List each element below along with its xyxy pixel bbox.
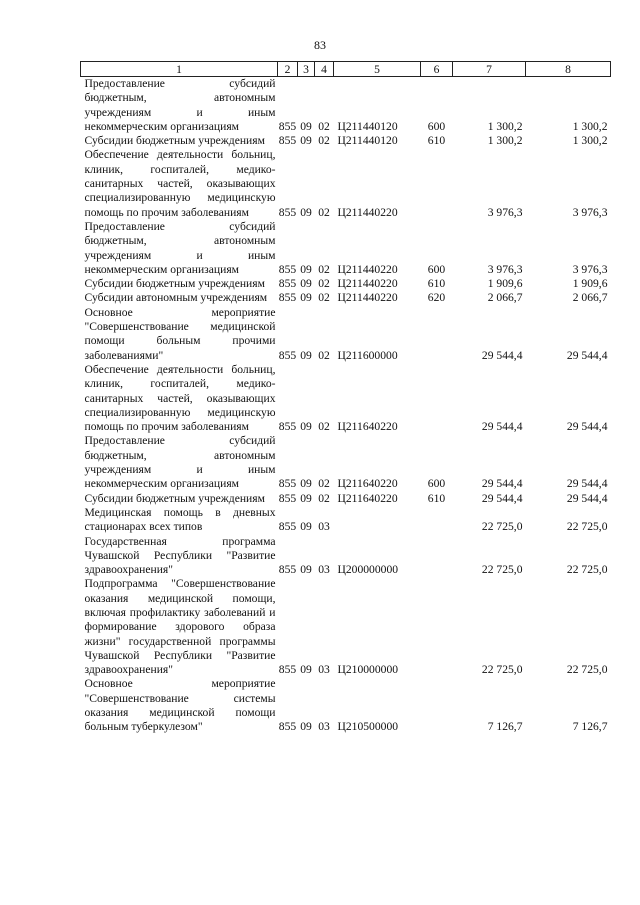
row-amount-2: 29 544,4 xyxy=(566,477,608,491)
row-target-article: Ц211600000 xyxy=(337,348,398,362)
column-header-name: 1 xyxy=(81,62,278,77)
row-amount-1: 1 300,2 xyxy=(487,134,523,148)
row-department-code: 855 xyxy=(278,720,297,734)
row-subsection-code: 02 xyxy=(318,134,330,148)
row-amount-2: 29 544,4 xyxy=(566,420,608,434)
table-row xyxy=(81,492,611,506)
row-department-code: 855 xyxy=(278,277,297,291)
row-section-code: 09 xyxy=(300,205,312,219)
row-expense-type: 600 xyxy=(427,119,446,133)
row-amount-1: 7 126,7 xyxy=(487,720,523,734)
row-amount-2: 1 909,6 xyxy=(572,277,608,291)
row-amount-2: 29 544,4 xyxy=(566,491,608,505)
column-header-pr: 4 xyxy=(315,62,334,77)
row-amount-2: 29 544,4 xyxy=(566,348,608,362)
row-expense-type xyxy=(421,148,453,219)
table-row xyxy=(81,434,611,491)
row-section-code: 09 xyxy=(300,277,312,291)
row-amount-1: 22 725,0 xyxy=(481,520,523,534)
row-department-code: 855 xyxy=(278,563,297,577)
row-section-code: 09 xyxy=(300,119,312,133)
row-subsection-code: 02 xyxy=(318,262,330,276)
row-name: Обеспечение деятельности больниц, клиник, госпиталей, медико-санитарных частей, оказывающих специализированную медицинскую помощь по прочим заболеваниям xyxy=(84,148,276,219)
row-department-code: 855 xyxy=(278,262,297,276)
table-row xyxy=(81,306,611,363)
row-section-code: 09 xyxy=(300,262,312,276)
row-name: Субсидии бюджетным учреждениям xyxy=(84,277,265,291)
row-target-article: Ц211640220 xyxy=(337,491,398,505)
table-row xyxy=(81,677,611,734)
row-name: Медицинская помощь в дневных стационарах всех типов xyxy=(84,505,276,534)
row-expense-type: 620 xyxy=(427,291,446,305)
table-row xyxy=(81,148,611,219)
row-expense-type: 600 xyxy=(427,262,446,276)
row-expense-type xyxy=(421,363,453,434)
row-name: Основное мероприятие "Совершенствование системы оказания медицинской помощи больным туберкулезом" xyxy=(84,677,276,734)
row-section-code: 09 xyxy=(300,134,312,148)
row-target-article: Ц211440220 xyxy=(337,262,398,276)
row-section-code: 09 xyxy=(300,420,312,434)
row-amount-2: 2 066,7 xyxy=(572,291,608,305)
row-name: Предоставление субсидий бюджетным, автономным учреждениям и иным некоммерческим организациям xyxy=(84,434,276,491)
row-amount-1: 1 909,6 xyxy=(487,277,523,291)
row-target-article: Ц211440120 xyxy=(337,134,398,148)
row-target-article: Ц211440220 xyxy=(337,291,398,305)
row-section-code: 09 xyxy=(300,663,312,677)
row-expense-type: 610 xyxy=(427,134,446,148)
row-target-article: Ц211440220 xyxy=(337,205,398,219)
row-name: Основное мероприятие "Совершенствование медицинской помощи больным прочими заболеваниями" xyxy=(84,305,276,362)
row-name: Предоставление субсидий бюджетным, автономным учреждениям и иным некоммерческим организациям xyxy=(84,77,276,133)
row-expense-type xyxy=(421,577,453,677)
row-amount-1: 22 725,0 xyxy=(481,563,523,577)
row-name: Субсидии автономным учреждениям xyxy=(84,291,268,305)
row-name: Обеспечение деятельности больниц, клиник, госпиталей, медико-санитарных частей, оказывающих специализированную медицинскую помощь по прочим заболеваниям xyxy=(84,362,276,434)
table-body xyxy=(81,77,611,735)
row-target-article: Ц211640220 xyxy=(337,477,398,491)
column-header-sum-1: 7 xyxy=(453,62,526,77)
page-number: 83 xyxy=(314,38,326,52)
row-target-article: Ц210500000 xyxy=(337,720,399,734)
row-amount-2: 1 300,2 xyxy=(572,134,608,148)
row-department-code: 855 xyxy=(278,134,297,148)
row-amount-2: 7 126,7 xyxy=(572,720,608,734)
row-amount-2: 3 976,3 xyxy=(572,205,608,219)
row-amount-1: 29 544,4 xyxy=(481,491,523,505)
row-amount-2: 22 725,0 xyxy=(566,520,608,534)
row-name: Государственная программа Чувашской Республики "Развитие здравоохранения" xyxy=(84,534,276,577)
row-amount-1: 22 725,0 xyxy=(481,663,523,677)
row-amount-1: 2 066,7 xyxy=(487,291,523,305)
row-department-code: 855 xyxy=(278,663,297,677)
table-row xyxy=(81,77,611,135)
row-amount-1: 29 544,4 xyxy=(481,420,523,434)
row-target-article: Ц211440120 xyxy=(337,119,398,133)
row-target-article: Ц210000000 xyxy=(337,663,399,677)
row-expense-type: 600 xyxy=(427,477,446,491)
column-header-ved: 2 xyxy=(278,62,298,77)
row-subsection-code: 02 xyxy=(318,348,330,362)
row-target-article: Ц200000000 xyxy=(337,563,399,577)
row-amount-2: 1 300,2 xyxy=(572,119,608,133)
row-name: Субсидии бюджетным учреждениям xyxy=(84,134,265,148)
row-section-code: 09 xyxy=(300,348,312,362)
row-subsection-code: 02 xyxy=(318,205,330,219)
row-amount-1: 1 300,2 xyxy=(487,119,523,133)
row-department-code: 855 xyxy=(278,420,297,434)
row-subsection-code: 02 xyxy=(318,477,330,491)
row-expense-type xyxy=(421,506,453,535)
row-department-code: 855 xyxy=(278,491,297,505)
row-amount-1: 3 976,3 xyxy=(487,205,523,219)
row-subsection-code: 02 xyxy=(318,420,330,434)
row-section-code: 09 xyxy=(300,291,312,305)
table-row xyxy=(81,506,611,535)
row-expense-type: 610 xyxy=(427,491,446,505)
row-section-code: 09 xyxy=(300,477,312,491)
row-department-code: 855 xyxy=(278,291,297,305)
table-row xyxy=(81,134,611,148)
column-header-sum-2: 8 xyxy=(526,62,611,77)
row-name: Предоставление субсидий бюджетным, автономным учреждениям и иным некоммерческим организациям xyxy=(84,219,276,276)
row-name: Подпрограмма "Совершенствование оказания медицинской помощи, включая профилактику заболеваний и формирование здорового образа жизни" государственной программы Чувашской Республики "Развитие здравоохранения" xyxy=(84,577,276,677)
row-subsection-code: 02 xyxy=(318,291,330,305)
row-department-code: 855 xyxy=(278,348,297,362)
column-header-vr: 6 xyxy=(421,62,453,77)
row-target-article: Ц211640220 xyxy=(337,420,398,434)
row-section-code: 09 xyxy=(300,563,312,577)
budget-table xyxy=(80,61,611,735)
row-subsection-code: 02 xyxy=(318,277,330,291)
table-row xyxy=(81,220,611,277)
row-subsection-code: 03 xyxy=(318,520,330,534)
row-subsection-code: 02 xyxy=(318,491,330,505)
table-row xyxy=(81,291,611,305)
row-section-code: 09 xyxy=(300,491,312,505)
row-section-code: 09 xyxy=(300,520,312,534)
row-amount-1: 3 976,3 xyxy=(487,262,523,276)
row-subsection-code: 03 xyxy=(318,663,330,677)
row-name: Субсидии бюджетным учреждениям xyxy=(84,491,265,505)
column-header-rz: 3 xyxy=(298,62,315,77)
column-header-csr: 5 xyxy=(334,62,421,77)
row-expense-type xyxy=(421,677,453,734)
table-row xyxy=(81,577,611,677)
row-amount-2: 22 725,0 xyxy=(566,563,608,577)
row-subsection-code: 03 xyxy=(318,720,330,734)
row-department-code: 855 xyxy=(278,477,297,491)
row-amount-2: 22 725,0 xyxy=(566,663,608,677)
row-department-code: 855 xyxy=(278,205,297,219)
row-department-code: 855 xyxy=(278,119,297,133)
row-amount-1: 29 544,4 xyxy=(481,348,523,362)
table-row xyxy=(81,363,611,434)
row-amount-2: 3 976,3 xyxy=(572,262,608,276)
row-expense-type xyxy=(421,535,453,578)
row-department-code: 855 xyxy=(278,520,297,534)
table-row xyxy=(81,277,611,291)
row-expense-type xyxy=(421,306,453,363)
row-section-code: 09 xyxy=(300,720,312,734)
row-target-article: Ц211440220 xyxy=(337,277,398,291)
table-row xyxy=(81,535,611,578)
column-number-header-row xyxy=(81,62,611,77)
row-subsection-code: 03 xyxy=(318,563,330,577)
row-subsection-code: 02 xyxy=(318,119,330,133)
row-amount-1: 29 544,4 xyxy=(481,477,523,491)
row-expense-type: 610 xyxy=(427,277,446,291)
row-target-article xyxy=(334,506,421,535)
